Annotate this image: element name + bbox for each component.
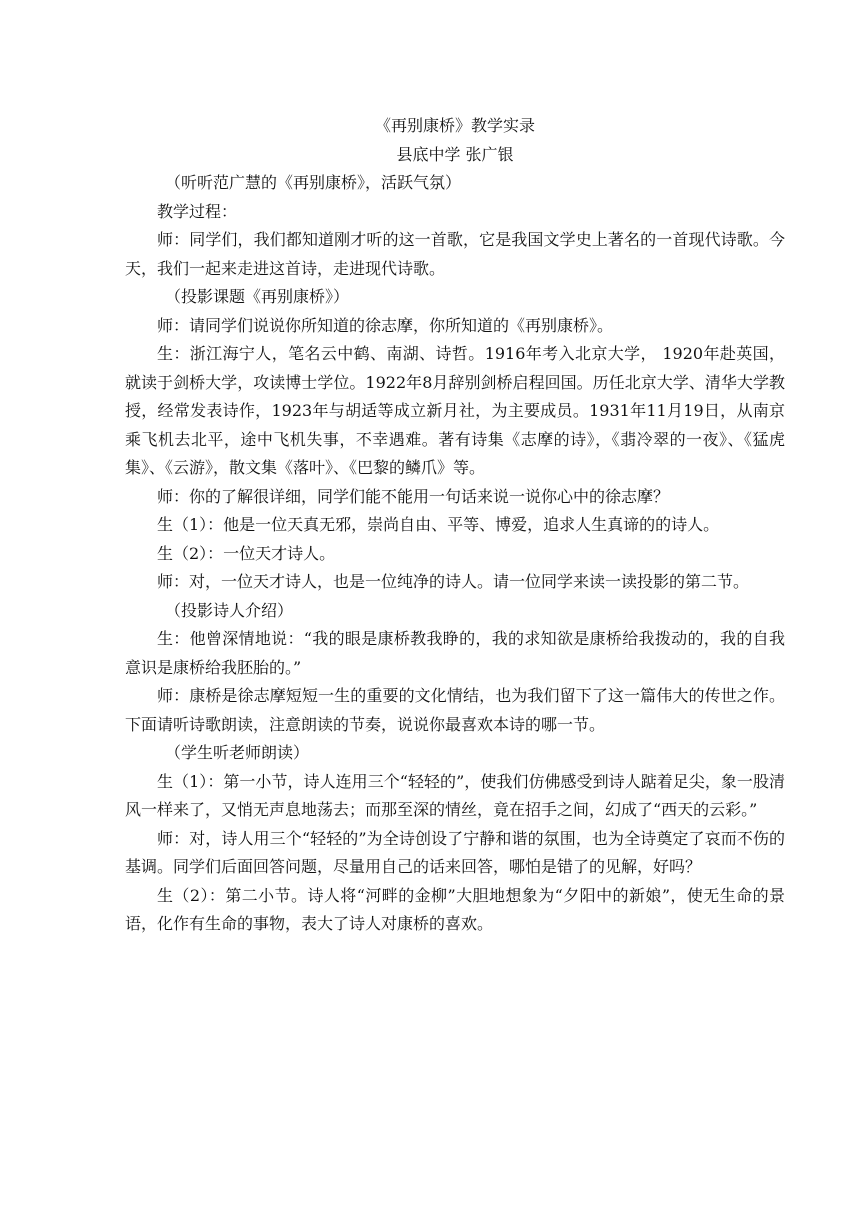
paragraph: 生（2）：第二小节。诗人将“河畔的金柳”大胆地想象为“夕阳中的新娘”，使无生命的景语，化作有生命的事物，表大了诗人对康桥的喜欢。 (125, 885, 785, 933)
paragraph: 师：请同学们说说你所知道的徐志摩，你所知道的《再别康桥》。 (157, 315, 614, 335)
paragraph: 师：对，诗人用三个“轻轻的”为全诗创设了宁静和谐的氛围，也为全诗奠定了哀而不伤的基调。同学们后面回答问题，尽量用自己的话来回答，哪怕是错了的见解，好吗？ (125, 828, 785, 876)
document-body (125, 112, 785, 939)
paragraph: （投影课题《再别康桥》） (165, 287, 350, 306)
paragraph: 生（1）：第一小节，诗人连用三个“轻轻的”，使我们仿佛感受到诗人踮着足尖，象一股清风一样来了，又悄无声息地荡去；而那至深的情丝，竟在招手之间，幻成了“西天的云彩。” (125, 771, 785, 819)
paragraph: （学生听老师朗读） (165, 743, 310, 762)
paragraph: 师：康桥是徐志摩短短一生的重要的文化情结，也为我们留下了这一篇伟大的传世之作。下面请听诗歌朗读，注意朗读的节奏，说说你最喜欢本诗的哪一节。 (125, 686, 785, 734)
paragraph: 师：你的了解很详细，同学们能不能用一句话来说一说你心中的徐志摩？ (157, 486, 670, 506)
paragraph: 教学过程： (157, 201, 238, 221)
paragraph: 生（1）：他是一位天真无邪，崇尚自由、平等、博爱，追求人生真谛的的诗人。 (157, 515, 720, 534)
paragraph: 生：浙江海宁人，笔名云中鹤、南湖、诗哲。1916年考入北京大学， 1920年赴英国，就读于剑桥大学，攻读博士学位。1922年8月辞别剑桥启程回国。历任北京大学、清华大学教授，经常发表诗作，1923年与胡适等成立新月社，为主要成员。1931年11月19日，从南京乘飞机去北平，途中飞机失事，不幸遇难。著有诗集《志摩的诗》，《翡冷翠的一夜》、《猛虎集》、《云游》，散文集《落叶》、《巴黎的鳞爪》等。 (125, 344, 785, 477)
paragraph: 师：同学们，我们都知道刚才听的这一首歌，它是我国文学史上著名的一首现代诗歌。今天，我们一起来走进这首诗，走进现代诗歌。 (125, 230, 785, 278)
document-author: 县底中学 张广银 (396, 144, 514, 164)
paragraph: 生（2）：一位天才诗人。 (157, 543, 336, 563)
paragraph: （听听范广慧的《再别康桥》，活跃气氛） (165, 173, 462, 192)
paragraph: （投影诗人介绍） (165, 600, 294, 620)
document-title: 《再别康桥》教学实录 (374, 116, 535, 135)
paragraph: 师：对，一位天才诗人，也是一位纯净的诗人。请一位同学来读一读投影的第二节。 (157, 572, 750, 591)
paragraph: 生：他曾深情地说：“我的眼是康桥教我睁的，我的求知欲是康桥给我拨动的，我的自我意识是康桥给我胚胎的。” (125, 629, 785, 677)
